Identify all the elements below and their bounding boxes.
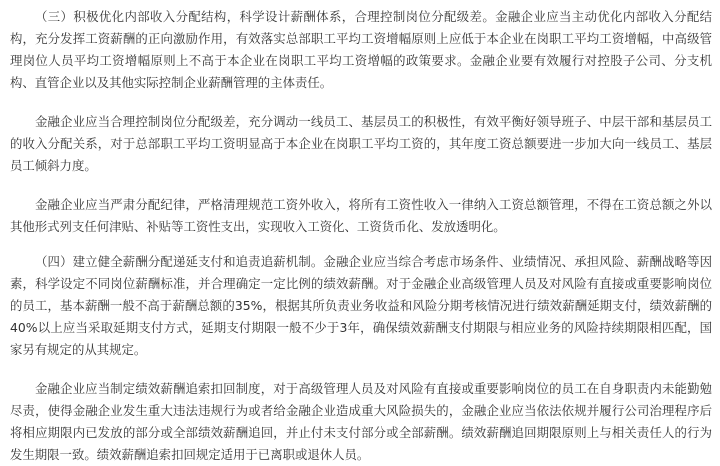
paragraph-pay-gap: 金融企业应当合理控制岗位分配级差，充分调动一线员工、基层员工的积极性，有效平衡好领导班子、中层干部和基层员工的收入分配关系，对于总部职工平均工资明显高于本企业在岗职工平均工资的，其年度工资总额要进一步加大向一线员工、基层员工倾斜力度。 bbox=[10, 114, 712, 173]
paragraph-section-4: （四）建立健全薪酬分配递延支付和追责追薪机制。金融企业应当综合考虑市场条件、业绩情况、承担风险、薪酬战略等因素，科学设定不同岗位薪酬标准，并合理确定一定比例的绩效薪酬。对于金融企业高级管理人员及对风险有直接或重要影响岗位的员工，基本薪酬一般不高于薪酬总额的35%，根据其所负责业务收益和风险分期考核情况进行绩效薪酬延期支付，绩效薪酬的40%以上应当采取延期支付方式，延期支付期限一般不少于3年，确保绩效薪酬支付期限与相应业务的风险持续期限相匹配，国家另有规定的从其规定。 bbox=[10, 254, 712, 357]
paragraph-section-3: （三）积极优化内部收入分配结构，科学设计薪酬体系，合理控制岗位分配级差。金融企业应当主动优化内部收入分配结构，充分发挥工资薪酬的正向激励作用，有效落实总部职工平均工资增幅原则上应低于本企业在岗职工平均工资增幅，中高级管理岗位人员平均工资增幅原则上不高于本企业在岗职工平均工资增幅的政策要求。金融企业要有效履行对控股子公司、分支机构、直管企业以及其他实际控制企业薪酬管理的主体责任。 bbox=[10, 9, 712, 90]
paragraph-clawback: 金融企业应当制定绩效薪酬追索扣回制度，对于高级管理人员及对风险有直接或重要影响岗位的员工在自身职责内未能勤勉尽责，使得金融企业发生重大违法违规行为或者给金融企业造成重大风险损失的，金融企业应当依法依规并履行公司治理程序后将相应期限内已发放的部分或全部绩效薪酬追回，并止付未支付部分或全部薪酬。绩效薪酬追回期限原则上与相关责任人的行为发生期限一致。绩效薪酬追索扣回规定适用于已离职或退休人员。 bbox=[10, 381, 712, 462]
paragraph-pay-discipline: 金融企业应当严肃分配纪律，严格清理规范工资外收入，将所有工资性收入一律纳入工资总额管理，不得在工资总额之外以其他形式列支任何津贴、补贴等工资性支出，实现收入工资化、工资货币化、发放透明化。 bbox=[10, 197, 712, 234]
